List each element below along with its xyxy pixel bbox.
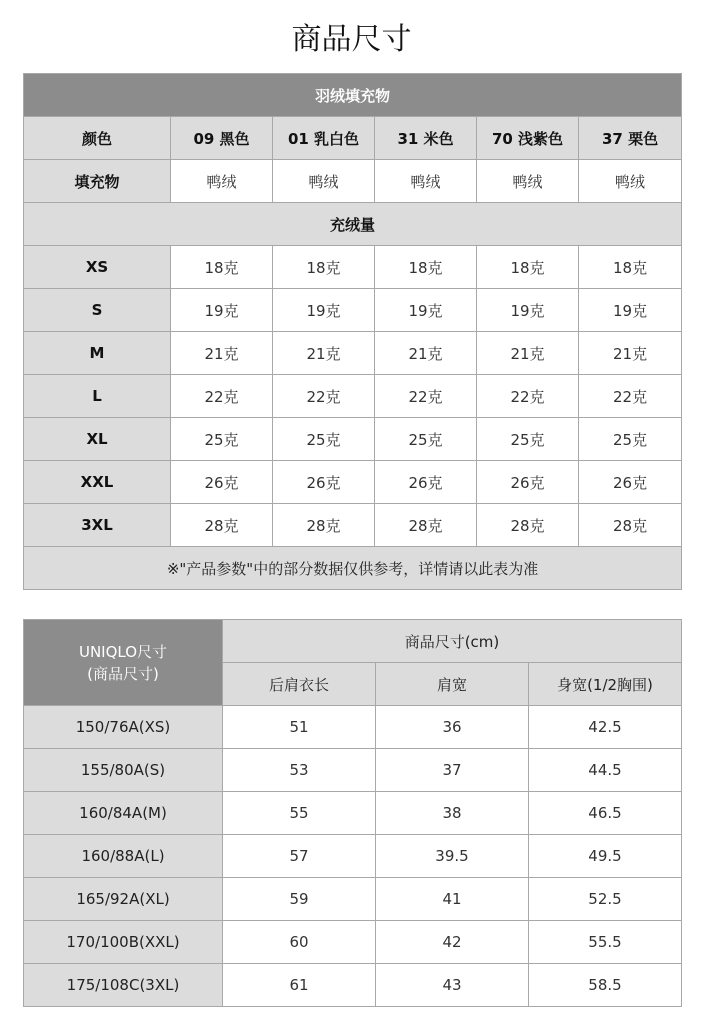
table-cell: 25克 (477, 418, 579, 461)
table-cell: 26克 (171, 461, 273, 504)
table-cell: 18克 (375, 246, 477, 289)
uniqlo-size-header (24, 620, 223, 706)
size-label: 155/80A(S) (24, 749, 223, 792)
size-label: XXL (24, 461, 171, 504)
table-cell: 53 (223, 749, 376, 792)
table-cell: 59 (223, 878, 376, 921)
size-label: XL (24, 418, 171, 461)
filling-cell: 鸭绒 (273, 160, 375, 203)
table-cell: 28克 (171, 504, 273, 547)
filling-label: 填充物 (24, 160, 171, 203)
size-label: 170/100B(XXL) (24, 921, 223, 964)
table-row (24, 504, 682, 547)
table-cell: 18克 (273, 246, 375, 289)
table-cell: 49.5 (529, 835, 682, 878)
table-cell: 28克 (477, 504, 579, 547)
table-cell: 61 (223, 964, 376, 1007)
column-header: 后肩衣长 (223, 663, 376, 706)
table-cell: 21克 (579, 332, 682, 375)
size-label: S (24, 289, 171, 332)
table-cell: 21克 (375, 332, 477, 375)
color-header: 31 米色 (375, 117, 477, 160)
table-row (24, 706, 682, 749)
down-filling-table (23, 73, 682, 590)
size-label: 160/84A(M) (24, 792, 223, 835)
column-header: 肩宽 (376, 663, 529, 706)
size-label: XS (24, 246, 171, 289)
table-row (24, 964, 682, 1007)
table-cell: 26克 (477, 461, 579, 504)
color-label: 颜色 (24, 117, 171, 160)
table-cell: 28克 (273, 504, 375, 547)
table-row (24, 792, 682, 835)
table-cell: 58.5 (529, 964, 682, 1007)
table-cell: 42 (376, 921, 529, 964)
size-label: 160/88A(L) (24, 835, 223, 878)
table-cell: 22克 (579, 375, 682, 418)
table-cell: 44.5 (529, 749, 682, 792)
table-cell: 19克 (375, 289, 477, 332)
table-row (24, 461, 682, 504)
color-header-row (24, 117, 682, 160)
table-cell: 28克 (375, 504, 477, 547)
color-header: 09 黑色 (171, 117, 273, 160)
fill-amount-title: 充绒量 (24, 203, 682, 246)
table-cell: 18克 (579, 246, 682, 289)
table-cell: 22克 (273, 375, 375, 418)
size-label: 3XL (24, 504, 171, 547)
table-cell: 22克 (375, 375, 477, 418)
column-header: 身宽(1/2胸围) (529, 663, 682, 706)
table-row (24, 375, 682, 418)
table-cell: 55 (223, 792, 376, 835)
filling-row (24, 160, 682, 203)
table-cell: 19克 (579, 289, 682, 332)
filling-cell: 鸭绒 (375, 160, 477, 203)
table-cell: 37 (376, 749, 529, 792)
table-cell: 51 (223, 706, 376, 749)
table-cell: 21克 (273, 332, 375, 375)
table-cell: 60 (223, 921, 376, 964)
table-cell: 25克 (375, 418, 477, 461)
table-row (24, 921, 682, 964)
table-cell: 57 (223, 835, 376, 878)
table-row (24, 835, 682, 878)
table-row (24, 418, 682, 461)
table-cell: 22克 (477, 375, 579, 418)
table-cell: 46.5 (529, 792, 682, 835)
table-cell: 28克 (579, 504, 682, 547)
table-banner: 羽绒填充物 (24, 74, 682, 117)
table-cell: 25克 (171, 418, 273, 461)
size-label: M (24, 332, 171, 375)
table-cell: 26克 (579, 461, 682, 504)
table-cell: 19克 (477, 289, 579, 332)
table-cell: 52.5 (529, 878, 682, 921)
table-row (24, 332, 682, 375)
table-row (24, 878, 682, 921)
table-cell: 43 (376, 964, 529, 1007)
table-row (24, 289, 682, 332)
color-header: 37 栗色 (579, 117, 682, 160)
table-cell: 55.5 (529, 921, 682, 964)
table-cell: 41 (376, 878, 529, 921)
table-row (24, 749, 682, 792)
size-label: 150/76A(XS) (24, 706, 223, 749)
filling-cell: 鸭绒 (579, 160, 682, 203)
table-cell: 39.5 (376, 835, 529, 878)
table-cell: 21克 (477, 332, 579, 375)
size-chart-table (23, 619, 682, 1007)
table-cell: 38 (376, 792, 529, 835)
color-header: 70 浅紫色 (477, 117, 579, 160)
filling-cell: 鸭绒 (171, 160, 273, 203)
table-cell: 36 (376, 706, 529, 749)
color-header: 01 乳白色 (273, 117, 375, 160)
corner-line-1: UNIQLO尺寸 (78, 642, 168, 661)
group-header: 商品尺寸(cm) (223, 620, 682, 663)
corner-line-2: (商品尺寸) (87, 664, 159, 683)
table-cell: 25克 (273, 418, 375, 461)
size-label: 165/92A(XL) (24, 878, 223, 921)
table-cell: 22克 (171, 375, 273, 418)
table-cell: 26克 (273, 461, 375, 504)
reference-note: ※"产品参数"中的部分数据仅供参考，详情请以此表为准 (24, 547, 682, 590)
table-cell: 42.5 (529, 706, 682, 749)
page-title: 商品尺寸 (291, 22, 412, 57)
size-label: L (24, 375, 171, 418)
table-cell: 21克 (171, 332, 273, 375)
table-cell: 19克 (171, 289, 273, 332)
table-row (24, 246, 682, 289)
table-cell: 19克 (273, 289, 375, 332)
size-label: 175/108C(3XL) (24, 964, 223, 1007)
table-cell: 26克 (375, 461, 477, 504)
filling-cell: 鸭绒 (477, 160, 579, 203)
table-cell: 18克 (171, 246, 273, 289)
table-cell: 18克 (477, 246, 579, 289)
table-cell: 25克 (579, 418, 682, 461)
